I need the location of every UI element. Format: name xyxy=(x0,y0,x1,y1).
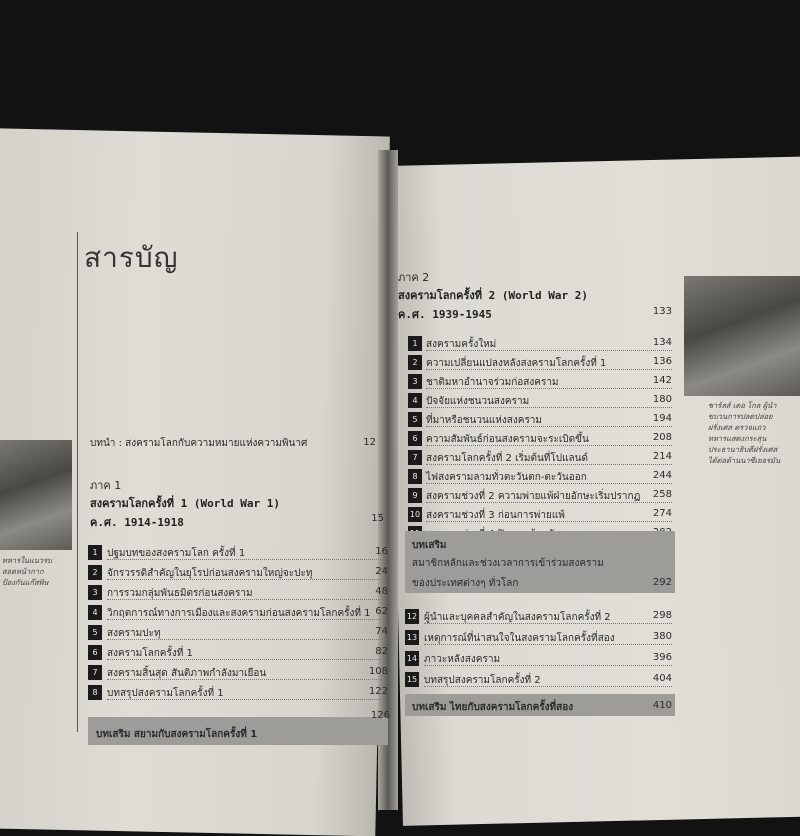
chapter-leader-dots xyxy=(426,521,672,522)
chapter-number-badge: 12 xyxy=(405,609,419,624)
left-vertical-rule xyxy=(77,232,78,732)
de-gaulle-photo xyxy=(684,276,800,396)
chapter-number-badge: 8 xyxy=(408,469,422,484)
chapter-leader-dots xyxy=(426,388,672,389)
chapter-title: สงครามช่วงที่ 2 ความพ่ายแพ้ฝ่ายอักษะเริ่มปรากฏ xyxy=(426,491,641,502)
right-supplement1-title: บทเสริม xyxy=(412,540,447,551)
chapter-page-number: 74 xyxy=(375,626,388,637)
chapter-number-badge: 9 xyxy=(408,488,422,503)
chapter-leader-dots xyxy=(426,369,672,370)
chapter-title: ที่มาหรือชนวนแห่งสงคราม xyxy=(426,415,543,426)
chapter-leader-dots xyxy=(424,623,672,624)
chapter-number-badge: 15 xyxy=(405,672,419,687)
right-supplement2-label: บทเสริม ไทยกับสงครามโลกครั้งที่สอง xyxy=(412,702,574,713)
chapter-leader-dots xyxy=(426,445,672,446)
chapter-number-badge: 7 xyxy=(408,450,422,465)
chapter-number-badge: 2 xyxy=(408,355,422,370)
chapter-page-number: 244 xyxy=(652,470,672,481)
chapter-title: ปัจจัยแห่งชนวนสงคราม xyxy=(426,396,530,407)
chapter-page-number: 404 xyxy=(652,673,672,684)
chapter-number-badge: 6 xyxy=(88,645,102,660)
chapter-page-number: 16 xyxy=(375,546,388,557)
chapter-leader-dots xyxy=(426,350,672,351)
chapter-page-number: 274 xyxy=(652,508,672,519)
chapter-title: เหตุการณ์ที่น่าสนใจในสงครามโลกครั้งที่สอง xyxy=(424,633,615,644)
part2-years: ค.ศ. 1939-1945 xyxy=(398,308,492,321)
chapter-number-badge: 14 xyxy=(405,651,419,666)
chapter-leader-dots xyxy=(426,502,672,503)
chapter-page-number: 62 xyxy=(375,606,388,617)
chapter-number-badge: 2 xyxy=(88,565,102,580)
chapter-number-badge: 7 xyxy=(88,665,102,680)
chapter-page-number: 194 xyxy=(652,413,672,424)
chapter-title: ไฟสงครามลามทั่วตะวันตก-ตะวันออก xyxy=(426,472,587,483)
chapter-number-badge: 1 xyxy=(408,336,422,351)
part2-title: สงครามโลกครั้งที่ 2 (World War 2) xyxy=(398,289,588,302)
chapter-page-number: 180 xyxy=(652,394,672,405)
chapter-leader-dots xyxy=(107,599,385,600)
chapter-number-badge: 4 xyxy=(88,605,102,620)
chapter-title: วิกฤตการณ์ทางการเมืองและสงครามก่อนสงครามโลกครั้งที่ 1 xyxy=(107,608,371,619)
chapter-page-number: 122 xyxy=(368,686,388,697)
part1-label: ภาค 1 xyxy=(90,479,122,492)
chapter-title: ความเปลี่ยนแปลงหลังสงครามโลกครั้งที่ 1 xyxy=(426,358,607,369)
chapter-page-number: 48 xyxy=(375,586,388,597)
chapter-leader-dots xyxy=(426,464,672,465)
part2-page: 133 xyxy=(652,306,672,317)
part1-title: สงครามโลกครั้งที่ 1 (World War 1) xyxy=(90,497,280,510)
chapter-leader-dots xyxy=(107,579,385,580)
chapter-leader-dots xyxy=(424,644,672,645)
chapter-number-badge: 10 xyxy=(408,507,422,522)
right-supplement1-page: 292 xyxy=(652,577,672,588)
right-photo-caption: ชาร์ลส์ เดอ โกล ผู้นำ ขบวนการปลดปล่อย ฝรั่งเศส ตรวจแถว ทหารแสดงกระสุน ประธานาธิบดีฝรั่งเศส ได้ต่อต้านนาซีเยอรมัน xyxy=(708,401,781,465)
chapter-leader-dots xyxy=(107,619,385,620)
chapter-title: สงครามปะทุ xyxy=(107,628,161,639)
right-supplement1-line2: ของประเทศต่างๆ ทั่วโลก xyxy=(412,578,519,589)
chapter-number-badge: 13 xyxy=(405,630,419,645)
soldier-photo-left xyxy=(0,440,72,550)
part2-label: ภาค 2 xyxy=(398,271,430,284)
page-title: สารบัญ xyxy=(84,241,179,274)
chapter-title: สงครามโลกครั้งที่ 2 เริ่มต้นที่โปแลนด์ xyxy=(426,453,588,464)
chapter-leader-dots xyxy=(424,686,672,687)
chapter-title: สงครามช่วงที่ 3 ก่อนการพ่ายแพ้ xyxy=(426,510,565,521)
chapter-number-badge: 5 xyxy=(88,625,102,640)
chapter-leader-dots xyxy=(424,665,672,666)
chapter-title: สงครามสิ้นสุด สันติภาพกำลังมาเยือน xyxy=(107,668,267,679)
chapter-title: ภาวะหลังสงคราม xyxy=(424,654,501,665)
chapter-page-number: 396 xyxy=(652,652,672,663)
chapter-leader-dots xyxy=(107,699,385,700)
chapter-title: ปฐมบทของสงครามโลก ครั้งที่ 1 xyxy=(107,548,246,559)
chapter-title: สงครามโลกครั้งที่ 1 xyxy=(107,648,193,659)
left-supplement-page: 126 xyxy=(370,710,390,721)
chapter-leader-dots xyxy=(426,426,672,427)
chapter-page-number: 298 xyxy=(652,610,672,621)
chapter-number-badge: 3 xyxy=(88,585,102,600)
chapter-page-number: 24 xyxy=(375,566,388,577)
chapter-leader-dots xyxy=(426,407,672,408)
chapter-page-number: 258 xyxy=(652,489,672,500)
right-supplement1-line1: สมาชิกหลักและช่วงเวลาการเข้าร่วมสงคราม xyxy=(412,558,604,569)
chapter-page-number: 380 xyxy=(652,631,672,642)
chapter-leader-dots xyxy=(107,639,385,640)
part1-page: 15 xyxy=(371,513,384,524)
part1-years: ค.ศ. 1914-1918 xyxy=(90,516,184,529)
chapter-leader-dots xyxy=(107,659,385,660)
chapter-leader-dots xyxy=(107,559,385,560)
chapter-title: สงครามครั้งใหม่ xyxy=(426,339,497,350)
chapter-title: บทสรุปสงครามโลกครั้งที่ 1 xyxy=(107,688,224,699)
chapter-number-badge: 4 xyxy=(408,393,422,408)
chapter-title: จักรวรรดิสำคัญในยุโรปก่อนสงครามใหญ่จะปะทุ xyxy=(107,568,313,579)
chapter-number-badge: 5 xyxy=(408,412,422,427)
chapter-number-badge: 8 xyxy=(88,685,102,700)
chapter-page-number: 108 xyxy=(368,666,388,677)
chapter-page-number: 82 xyxy=(375,646,388,657)
chapter-page-number: 214 xyxy=(652,451,672,462)
chapter-title: ความสัมพันธ์ก่อนสงครามจะระเบิดขึ้น xyxy=(426,434,589,445)
intro-entry: บทนำ : สงครามโลกกับความหมายแห่งความพินาศ xyxy=(90,438,308,449)
chapter-title: ชาติมหาอำนาจร่วมก่อสงคราม xyxy=(426,377,559,388)
right-supplement2-page: 410 xyxy=(652,700,672,711)
left-photo-caption: ทหารในแนวรบ สอดหน้ากาก ป้องกันแก๊สพิษ xyxy=(2,556,52,587)
chapter-page-number: 136 xyxy=(652,356,672,367)
intro-page: 12 xyxy=(363,437,376,448)
chapter-page-number: 208 xyxy=(652,432,672,443)
chapter-number-badge: 6 xyxy=(408,431,422,446)
chapter-number-badge: 3 xyxy=(408,374,422,389)
chapter-leader-dots xyxy=(426,483,672,484)
chapter-title: ผู้นำและบุคคลสำคัญในสงครามโลกครั้งที่ 2 xyxy=(424,612,611,623)
left-supplement-label: บทเสริม สยามกับสงครามโลกครั้งที่ 1 xyxy=(96,729,258,740)
chapter-title: การรวมกลุ่มพันธมิตรก่อนสงคราม xyxy=(107,588,253,599)
chapter-page-number: 134 xyxy=(652,337,672,348)
chapter-leader-dots xyxy=(107,679,385,680)
chapter-page-number: 142 xyxy=(652,375,672,386)
chapter-title: บทสรุปสงครามโลกครั้งที่ 2 xyxy=(424,675,541,686)
chapter-number-badge: 1 xyxy=(88,545,102,560)
